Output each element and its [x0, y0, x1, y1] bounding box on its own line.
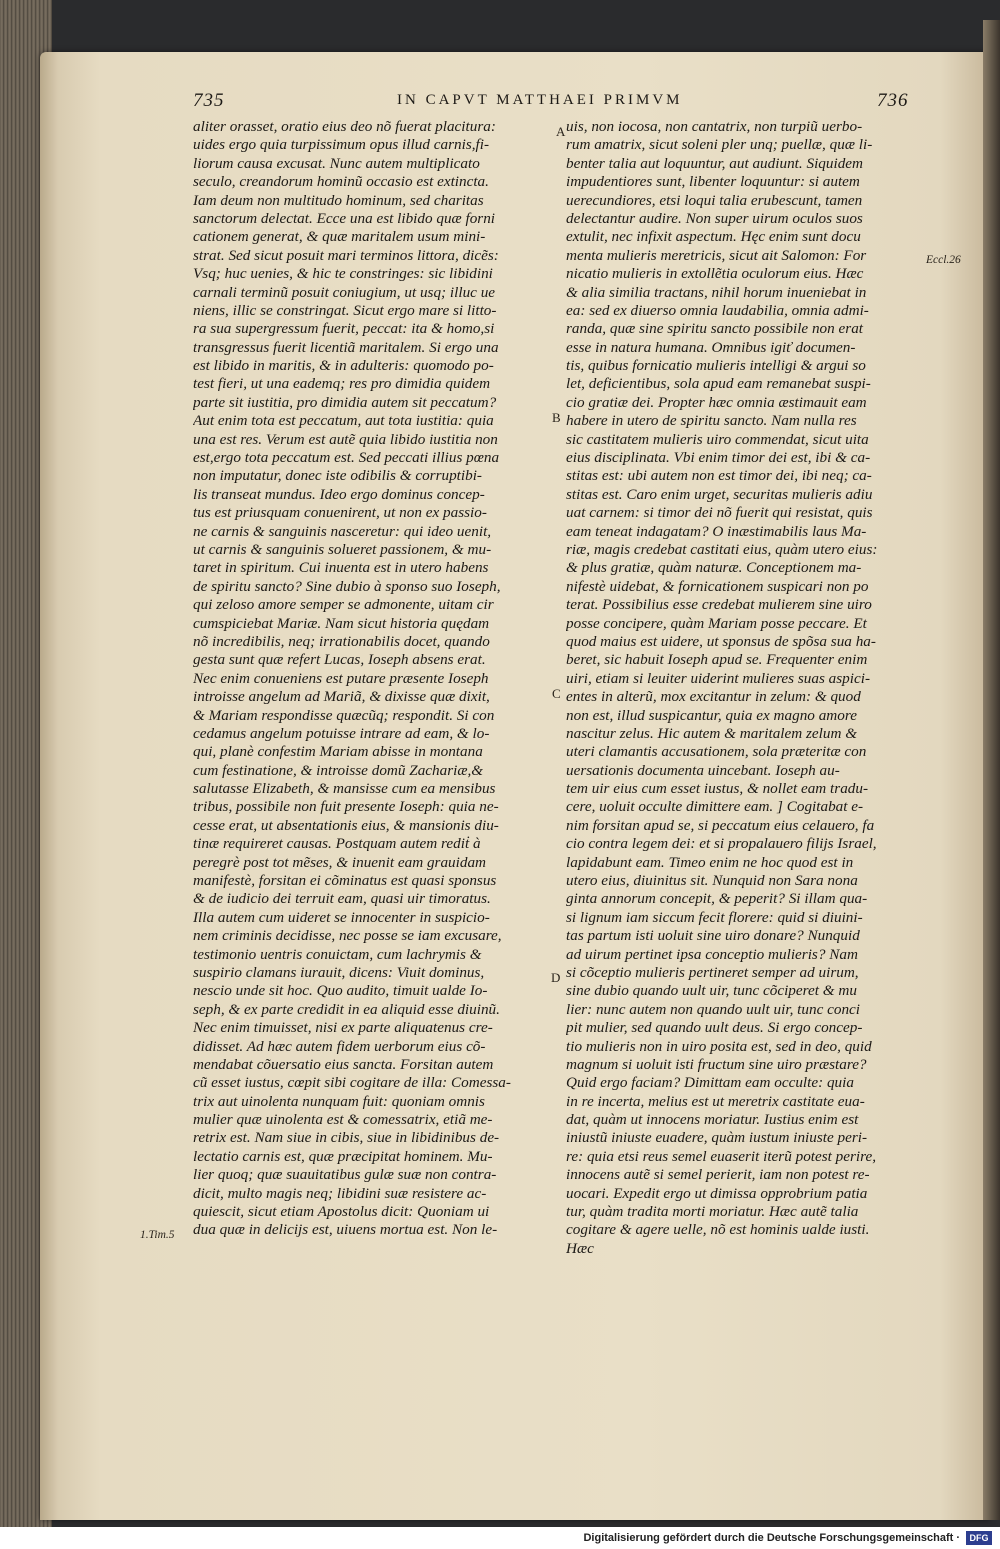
text-line: sic castitatem mulieris uiro commendat, sicut uita	[566, 430, 869, 448]
text-line: cio contra legem dei: et si propalauero filijs Israel,	[566, 835, 877, 853]
text-line: quod maius est uidere, ut sponsus de spõsa sua ha-	[566, 632, 876, 650]
text-line: magnum si uoluit isti fructum sine uiro præstare?	[566, 1055, 867, 1073]
text-line: ginta annorum concepit, & peperit? Si illam qua-	[566, 890, 868, 908]
text-line: uat carnem: si timor dei nõ fuerit qui resistat, quis	[566, 504, 873, 522]
text-line: est libido in maritis, & in adulteris: quomodo po-	[193, 357, 494, 375]
text-line: non imputatur, donec iste odibilis & corruptibi-	[193, 467, 482, 485]
section-marker-a: A	[556, 124, 566, 139]
text-line: cio gratiæ dei. Propter hæc omnia æstimauit eam	[566, 393, 867, 411]
text-line: seculo, creandorum hominũ occasio est extincta.	[193, 173, 489, 191]
text-line: parte sit iustitia, pro dimidia autem sit peccatum?	[193, 393, 497, 411]
text-line: uteri clamantis accusationem, sola præteritæ con	[566, 743, 867, 761]
text-line: in re incerta, melius est ut meretrix castitate eua-	[566, 1092, 865, 1110]
text-line: mendabat cõuersatio eius sancta. Forsitan autem	[193, 1055, 494, 1073]
text-line: iniustũ iniuste euadere, quàm iustum iniuste peri-	[566, 1129, 868, 1147]
text-line: beret, sic habuit Ioseph apud se. Frequenter enim	[566, 651, 868, 669]
text-line: & de iudicio dei terruit eam, quasi uir timoratus.	[193, 890, 491, 908]
text-line: aliter orasset, oratio eius deo nõ fuerat placitura:	[193, 118, 496, 135]
dfg-logo: DFG	[966, 1531, 992, 1545]
text-line: lis transeat mundus. Ideo ergo dominus concep-	[193, 485, 485, 503]
text-line: cationem generat, & quæ maritalem usum mini-	[193, 228, 486, 246]
text-line: stitas est. Caro enim urget, securitas mulieris adiu	[566, 485, 873, 503]
text-line: niens, illic se constringat. Sicut ergo mare si litto-	[193, 301, 497, 319]
text-line: extulit, nec infixit aspectum. Hęc enim sunt docu	[566, 228, 861, 246]
text-line: uocari. Expedit ergo ut dimissa opprobrium patia	[566, 1184, 868, 1202]
text-line: manifestè, forsitan ei cõminatus est quasi sponsus	[193, 872, 497, 890]
text-line: cogitare & agere uelle, nõ est hominis ualde iusti.	[566, 1221, 870, 1239]
text-line: tus est priusquam conuenirent, ut non ex passio-	[193, 504, 487, 522]
text-line: uiri, etiam si leuiter uiderint mulieres suas aspici-	[566, 669, 871, 687]
text-line: re: quia etsi reus semel euaserit iterũ potest perire,	[566, 1147, 877, 1165]
text-line: si lignum iam siccum fecit florere: quid si diuini-	[566, 908, 863, 926]
margin-note-timothy: 1.Tim.5	[140, 1229, 175, 1241]
text-line: tas partum isti uoluit sine uiro donare? Nunquid	[566, 927, 860, 945]
text-line: seph, & ex parte credidit in ea aliquid esse diuinũ.	[193, 1000, 500, 1018]
text-line: Hæc	[566, 1239, 594, 1257]
page-number-right: 736	[877, 90, 909, 111]
text-line: nascitur zelus. Hic autem & maritalem zelum &	[566, 724, 858, 742]
text-line: salutasse Elizabeth, & mansisse cum ea mensibus	[193, 780, 496, 798]
text-line: & alia similia tractans, nihil horum inueniebat in	[566, 283, 867, 301]
text-line: randa, quæ sine spiritu sancto possibile non erat	[566, 320, 864, 338]
text-line: ad uirum pertinet ipsa conceptio mulieris? Nam	[566, 945, 858, 963]
text-line: cesse erat, ut absentationis eius, & mansionis diu-	[193, 816, 499, 834]
text-line: dicit, multo magis neq; libidini suæ resistere ac-	[193, 1184, 487, 1202]
section-marker-b: B	[552, 410, 561, 425]
text-line: taret in spiritum. Cui inuenta est in utero habens	[193, 559, 489, 577]
text-line: didisset. Ad hæc autem fidem uerborum eius cõ-	[193, 1037, 486, 1055]
text-line: de spiritu sancto? Sine dubio à sponso suo Ioseph,	[193, 577, 501, 595]
text-line: test fieri, ut una eademq; res pro dimidia quidem	[193, 375, 491, 393]
text-line: entes in alterũ, mox excitantur in zelum: & quod	[566, 688, 861, 706]
text-line: Quid ergo faciam? Dimittam eam occulte: quia	[566, 1074, 854, 1092]
text-line: gesta sunt quæ refert Lucas, Ioseph absens erat.	[193, 651, 486, 669]
text-line: stitas est: ubi autem non est timor dei, ibi neq; ca-	[566, 467, 872, 485]
text-line: innocens autẽ si semel perierit, iam non potest re-	[566, 1166, 870, 1184]
text-line: Vsq; huc uenies, & hic te constringes: sic libidini	[193, 265, 493, 283]
section-marker-d: D	[551, 970, 561, 985]
text-line: posse concipere, quàm Mariam posse peccare. Et	[566, 614, 867, 632]
text-line: riæ, magis credebat castitati eius, quàm utero eius:	[566, 540, 878, 558]
text-line: utero eius, diuinitus sit. Nunquid non Sara nona	[566, 872, 858, 890]
text-line: retrix est. Nam siue in cibis, siue in libidinibus de-	[193, 1129, 500, 1147]
text-line: qui zeloso amore semper se admonente, uitam cir	[193, 596, 494, 614]
text-line: tinæ requireret causas. Postquam autem rediṫ à	[193, 835, 481, 853]
text-line: cere, uoluit occulte dimittere eam. ] Cogitabat e-	[566, 798, 864, 816]
text-line: pit mulier, sed quando uult deus. Si ergo concep-	[566, 1019, 863, 1037]
section-marker-c: C	[552, 686, 561, 701]
text-line: non est, illud suspicantur, quia ex magno amore	[566, 706, 857, 724]
text-line: nicatio mulieris in extollẽtia oculorum eius. Hæc	[566, 265, 864, 283]
text-line: introisse angelum ad Mariã, & dixisse quæ dixit,	[193, 688, 490, 706]
text-line: nem criminis decidisse, nec posse se iam excusare,	[193, 927, 502, 945]
running-title: IN CAPVT MATTHAEI PRIMVM	[397, 92, 683, 108]
text-line: eius disciplinata. Vbi enim timor dei est, ibi & ca-	[566, 449, 871, 467]
text-line: nescio unde sit hoc. Quo audito, timuit ualde Io-	[193, 982, 488, 1000]
text-line: & Mariam respondisse quæcũq; respondit. Si con	[193, 706, 495, 724]
text-line: cum festinatione, & introisse domũ Zachariæ,&	[193, 761, 484, 779]
text-line: benter talia aut loquuntur, aut audiunt. Siquidem	[566, 154, 863, 172]
text-line: una est res. Verum est autẽ quia libido iustitia non	[193, 430, 498, 448]
text-line: dat, quàm ut innocens moriatur. Iustius enim est	[566, 1111, 859, 1129]
text-line: ne carnis & sanguinis nasceretur: qui ideo uenit,	[193, 522, 492, 540]
text-line: nim forsitan apud se, si peccatum eius celauero, fa	[566, 816, 875, 834]
page-number-left: 735	[193, 90, 225, 111]
text-line: tis, quibus fornicatio mulieris intelligi & argui so	[566, 357, 866, 375]
text-column-right	[566, 118, 922, 1258]
text-line: cũ esset iustus, cœpit sibi cogitare de illa: Comessa-	[193, 1074, 511, 1092]
text-line: Iam deum non multitudo hominum, sed charitas	[193, 191, 484, 209]
text-line: esse in natura humana. Omnibus igiť documen-	[566, 338, 856, 356]
footer-bar	[0, 1527, 1000, 1549]
text-column-left	[193, 118, 553, 1240]
text-line: impudentiores sunt, libenter loquuntur: si autem	[566, 173, 860, 191]
text-line: nõ incredibilis, neq; irrationabilis docet, quando	[193, 632, 490, 650]
text-line: ea: sed ex diuerso omnia laudabilia, omnia admi-	[566, 301, 869, 319]
text-line: testimonio uentris conuictam, cum lachrymis &	[193, 945, 482, 963]
text-line: eam teneat indagatam? O inæstimabilis laus Ma-	[566, 522, 867, 540]
text-line: rum amatrix, sicut soleni pler unq; puellæ, quæ li-	[566, 136, 873, 154]
text-line: habere in utero de spiritu sancto. Nam nulla res	[566, 412, 857, 430]
text-line: tribus, possibile non fuit presente Ioseph: quia ne-	[193, 798, 499, 816]
text-line: tem uir eius cum esset iustus, & nollet eam tradu-	[566, 780, 869, 798]
text-line: peregrè post tot mẽses, & inuenit eam grauidam	[193, 853, 487, 871]
text-line: delectantur audire. Non super uirum oculos suos	[566, 209, 863, 227]
text-line: cedamus angelum potuisse intrare ad eam, & lo-	[193, 724, 490, 742]
text-line: let, deficientibus, sola apud eam remanebat suspi-	[566, 375, 871, 393]
running-header	[0, 90, 1000, 120]
text-line: uis, non iocosa, non cantatrix, non turpiũ uerbo-	[566, 118, 863, 135]
text-line: Aut enim tota est peccatum, aut tota iustitia: quia	[193, 412, 494, 430]
text-line: Illa autem cum uideret se innocenter in suspicio-	[193, 908, 490, 926]
text-line: sanctorum delectat. Ecce una est libido quæ forni	[193, 209, 496, 227]
text-line: qui, planè confestim Mariam abisse in montana	[193, 743, 483, 761]
text-line: lectatio carnis est, quæ præcipitat hominem. Mu-	[193, 1147, 493, 1165]
text-line: lier quoq; quæ suauitatibus gulæ suæ non contra-	[193, 1166, 497, 1184]
text-line: menta mulieris meretricis, sicut ait Salomon: For	[566, 246, 867, 264]
page-edge-shadow	[983, 20, 1000, 1520]
text-line: ra sua supergressum fuerit, peccat: ita & homo,si	[193, 320, 495, 338]
text-line: lapidabunt eam. Timeo enim ne hoc quod est in	[566, 853, 854, 871]
margin-note-ecclesiastes: Eccl.26	[926, 254, 961, 266]
text-line: tur, quàm tradita morti moriatur. Hæc autẽ talia	[566, 1203, 859, 1221]
text-line: liorum causa excusat. Nunc autem multiplicato	[193, 154, 480, 172]
text-line: terat. Possibilius esse credebat mulierem sine uiro	[566, 596, 872, 614]
text-line: suspirio clamans iurauit, dicens: Viuit dominus,	[193, 963, 485, 981]
text-line: nifestè uidebat, & fornicationem suspicari non po	[566, 577, 869, 595]
text-line: & plus gratiæ, quàm naturæ. Conceptionem ma-	[566, 559, 862, 577]
text-line: sine dubio quando uult uir, tunc cõciperet & mu	[566, 982, 857, 1000]
text-line: tio mulieris non in uiro posita est, sed in deo, quid	[566, 1037, 872, 1055]
text-line: strat. Sed sicut posuit mari terminos littora, dicẽs:	[193, 246, 499, 264]
text-line: Nec enim timuisset, nisi ex parte aliquatenus cre-	[193, 1019, 493, 1037]
text-line: uersationis documenta uincebant. Ioseph au-	[566, 761, 840, 779]
text-line: dua quæ in delicijs est, uiuens mortua est. Non le-	[193, 1221, 498, 1239]
digitization-credit: Digitalisierung gefördert durch die Deutsche Forschungsgemeinschaft ·	[583, 1532, 960, 1544]
text-line: est,ergo tota peccatum est. Sed peccati illius pœna	[193, 449, 500, 467]
text-line: trix aut uinolenta nunquam fuit: quoniam omnis	[193, 1092, 485, 1110]
text-line: lier: nunc autem non quando uult uir, tunc conci	[566, 1000, 861, 1018]
text-line: ut carnis & sanguinis solueret passionem, & mu-	[193, 540, 492, 558]
text-line: mulier quæ uinolenta est & comessatrix, etiã me-	[193, 1111, 493, 1129]
text-line: Nec enim conueniens est putare præsente Ioseph	[193, 669, 489, 687]
text-line: carnali terminũ posuit coniugium, ut usq; illuc ue	[193, 283, 496, 301]
text-line: cumspiciebat Mariæ. Nam sicut historia quędam	[193, 614, 490, 632]
text-line: uides ergo quia turpissimum opus illud carnis,fi-	[193, 136, 490, 154]
text-line: uerecundiores, etsi loqui talia erubescunt, tamen	[566, 191, 863, 209]
text-line: si cõceptio mulieris pertineret semper ad uirum,	[566, 963, 859, 981]
text-line: quiescit, sicut etiam Apostolus dicit: Quoniam ui	[193, 1203, 490, 1221]
text-line: transgressus fuerit licentiã maritalem. Si ergo una	[193, 338, 499, 356]
